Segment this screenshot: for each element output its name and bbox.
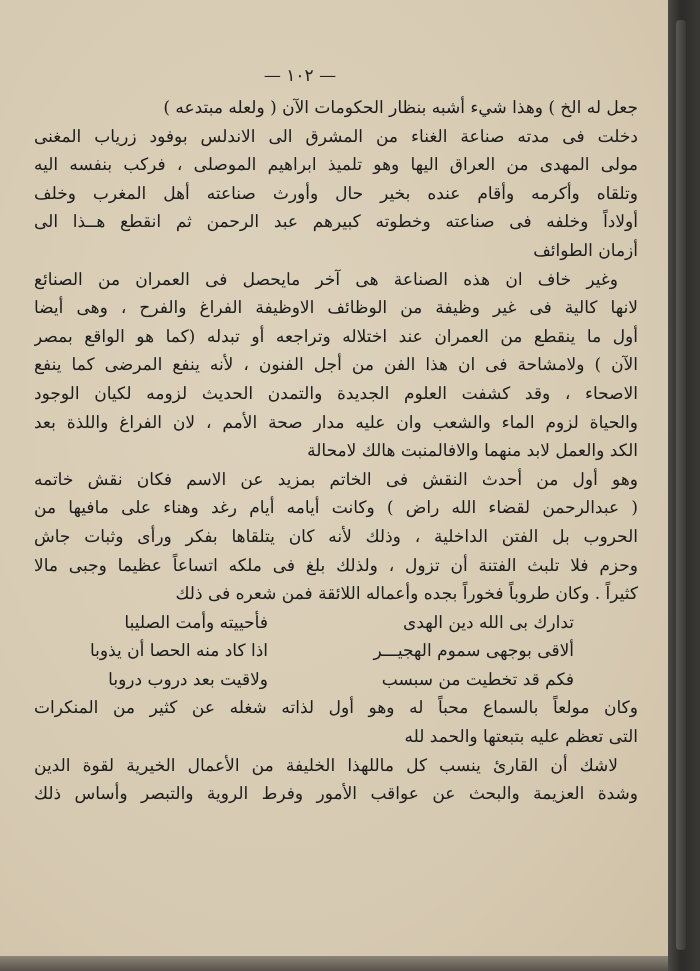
text-line: لاشك أن القارئ ينسب كل ماللهذا الخليفة من الأعمال الخيرية لقوة الدين [34,755,618,776]
text-line: أزمان الطوائف [533,240,638,261]
text-line: الكد والعمل لابد منهما والافالمنبت هالك لامحالة [307,441,638,462]
poem-first-hemistich: ألاقى بوجهى سموم الهجيـــر [373,641,574,662]
text-line: التى تعظم عليه بتبعتها والحمد لله [404,727,638,748]
text-line: وهو أول من أحدث النقش فى الخاتم بمزيد عن الاسم فكان نقش خاتمه [34,469,638,490]
text-line: الحروب بل الفتن الداخلية ، وذلك لأنه كان يتلقاها بفكر ورأى وثبات جاش [34,526,638,547]
poem-verse [34,609,638,638]
poem-first-hemistich: تدارك بى الله دين الهدى [403,612,574,633]
text-line: ( عبدالرحمن لقضاء الله راض ) وكانت أيامه أيام رغد وهناء على مافيها من [34,498,638,519]
text-line: الآن ) ولامشاحة فى ان هذا الفن من أجل الفنون ، لأنه ينفع المرضى كما ينفع [34,355,638,376]
text-line: وحزم فلا تلبث الفتنة أن تزول ، ولذلك بلغ فى ملكه اتساعاً عظيما وجبى مالا [34,555,638,576]
poem-second-hemistich: فأحييته وأمت الصليبا [124,612,268,633]
page-body-text [34,94,638,809]
poem-verse [34,666,638,695]
text-line: مولى المهدى من العراق اليها وهو تلميذ ابراهيم الموصلى ، فركب بنفسه اليه [34,155,638,176]
text-line: الاصحاء ، وقد كشفت العلوم الجديدة والتمدن الحديث لزومه لكيان الوجود [34,383,638,404]
text-line: جعل له الخ ) وهذا شيء أشبه بنظار الحكومات الآن ( ولعله مبتدعه ) [163,98,638,118]
page-number: — ١٠٢ — [263,66,337,86]
poem-second-hemistich: ولاقيت بعد دروب دروبا [108,669,268,690]
text-line: والحياة لزوم الماء والشعب وان عليه مدار صحة الأمم ، لان الفراغ واللذة بعد [34,412,638,433]
poem-first-hemistich: فكم قد تخطيت من سبسب [381,669,574,690]
text-line: وكان مولعاً بالسماع محباً له وهو أول لذاته شغله عن كثير من المنكرات [34,698,638,719]
poem-verse [34,637,638,666]
text-line: أولاداً وخلفه فى صناعته وخطوته كبيرهم عبد الرحمن ثم انقطع هــذا الى [34,212,638,233]
text-line: وتلقاه وأكرمه وأقام عنده بخير حال وأورث صناعته أهل المغرب وخلف [34,183,638,204]
text-line: لانها كالية فى غير وظيفة من الوظائف الاوظيفة الفراغ والفرح ، وهى أيضا [34,298,638,319]
book-binding-spine [676,20,686,950]
text-line: وغير خاف ان هذه الصناعة هى آخر مايحصل فى العمران من الصنائع [34,269,618,290]
text-line: دخلت فى مدته صناعة الغناء من المشرق الى الاندلس بوفود زرياب المغنى [34,126,638,147]
poem-second-hemistich: اذا كاد منه الحصا أن يذوبا [89,641,268,662]
text-line: كثيراً . وكان طروباً فخوراً بجده وأعماله اللائقة فمن شعره فى ذلك [175,584,638,605]
page-bottom-edge [0,956,668,971]
text-line: وشدة العزيمة والبحث عن عواقب الأمور وفرط الروية والتبصر وأساس ذلك [34,784,638,805]
text-line: أول ما ينقطع من العمران عند اختلاله وتراجعه أو تبدله (كما هو الواقع بمصر [34,326,638,347]
